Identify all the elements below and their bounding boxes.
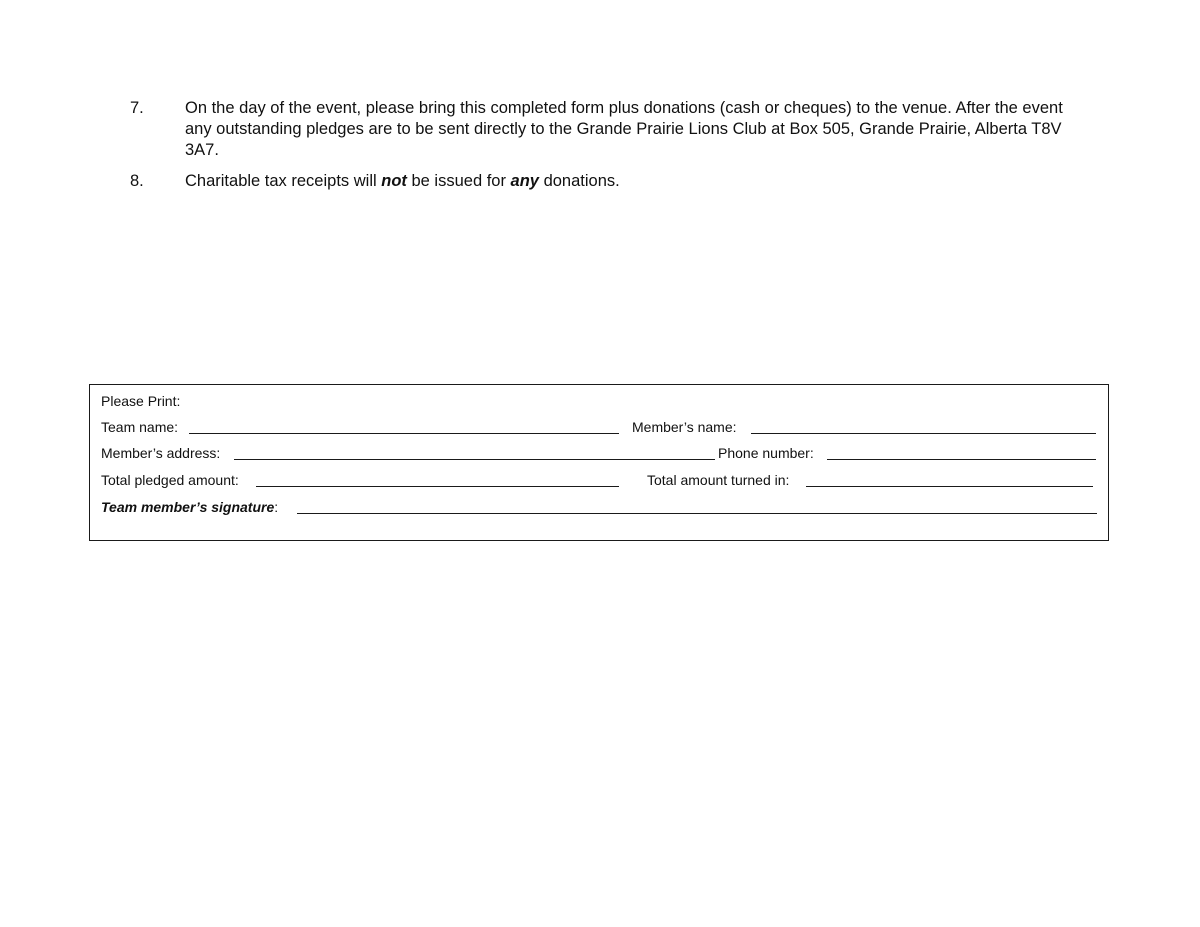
total-pledged-label: Total pledged amount: <box>101 472 239 488</box>
members-address-label: Member’s address: <box>101 445 221 461</box>
instruction-text: On the day of the event, please bring this completed form plus donations (cash or cheques) to the venue. After the event any outstanding pledges are to be sent directly to the Grande Prairie Lions Club at Box 505, Grande Prairie, Alberta T8V 3A7. <box>185 99 1063 159</box>
total-turned-in-label: Total amount turned in: <box>647 472 790 488</box>
instruction-emphasis: any <box>510 172 539 190</box>
form-row-amounts <box>101 470 1096 490</box>
instruction-item-8 <box>130 171 1090 193</box>
signature-field[interactable] <box>297 513 1097 514</box>
signature-colon: : <box>274 499 279 515</box>
members-address-field[interactable] <box>234 459 715 460</box>
instruction-emphasis: not <box>381 172 407 190</box>
signature-label-wrap <box>101 497 278 517</box>
form-row-signature <box>101 497 1096 517</box>
instruction-text-part: donations. <box>538 172 620 190</box>
instruction-text <box>185 171 1090 192</box>
signature-label: Team member’s signature <box>101 499 275 515</box>
instruction-number: 7. <box>130 99 144 117</box>
form-row-team <box>101 417 1096 437</box>
instruction-item-7 <box>130 98 1090 164</box>
team-name-label: Team name: <box>101 419 179 435</box>
form-heading: Please Print: <box>101 393 181 409</box>
total-pledged-field[interactable] <box>256 486 619 487</box>
total-turned-in-field[interactable] <box>806 486 1093 487</box>
form-row-address <box>101 443 1096 463</box>
form-heading-row <box>101 391 1096 411</box>
phone-number-field[interactable] <box>827 459 1096 460</box>
phone-number-label: Phone number: <box>718 445 814 461</box>
instruction-number: 8. <box>130 172 144 190</box>
member-form <box>89 384 1109 541</box>
members-name-label: Member’s name: <box>632 419 737 435</box>
team-name-field[interactable] <box>189 433 619 434</box>
instruction-text-part: Charitable tax receipts will <box>185 172 382 190</box>
members-name-field[interactable] <box>751 433 1096 434</box>
instruction-text-part: be issued for <box>406 172 511 190</box>
